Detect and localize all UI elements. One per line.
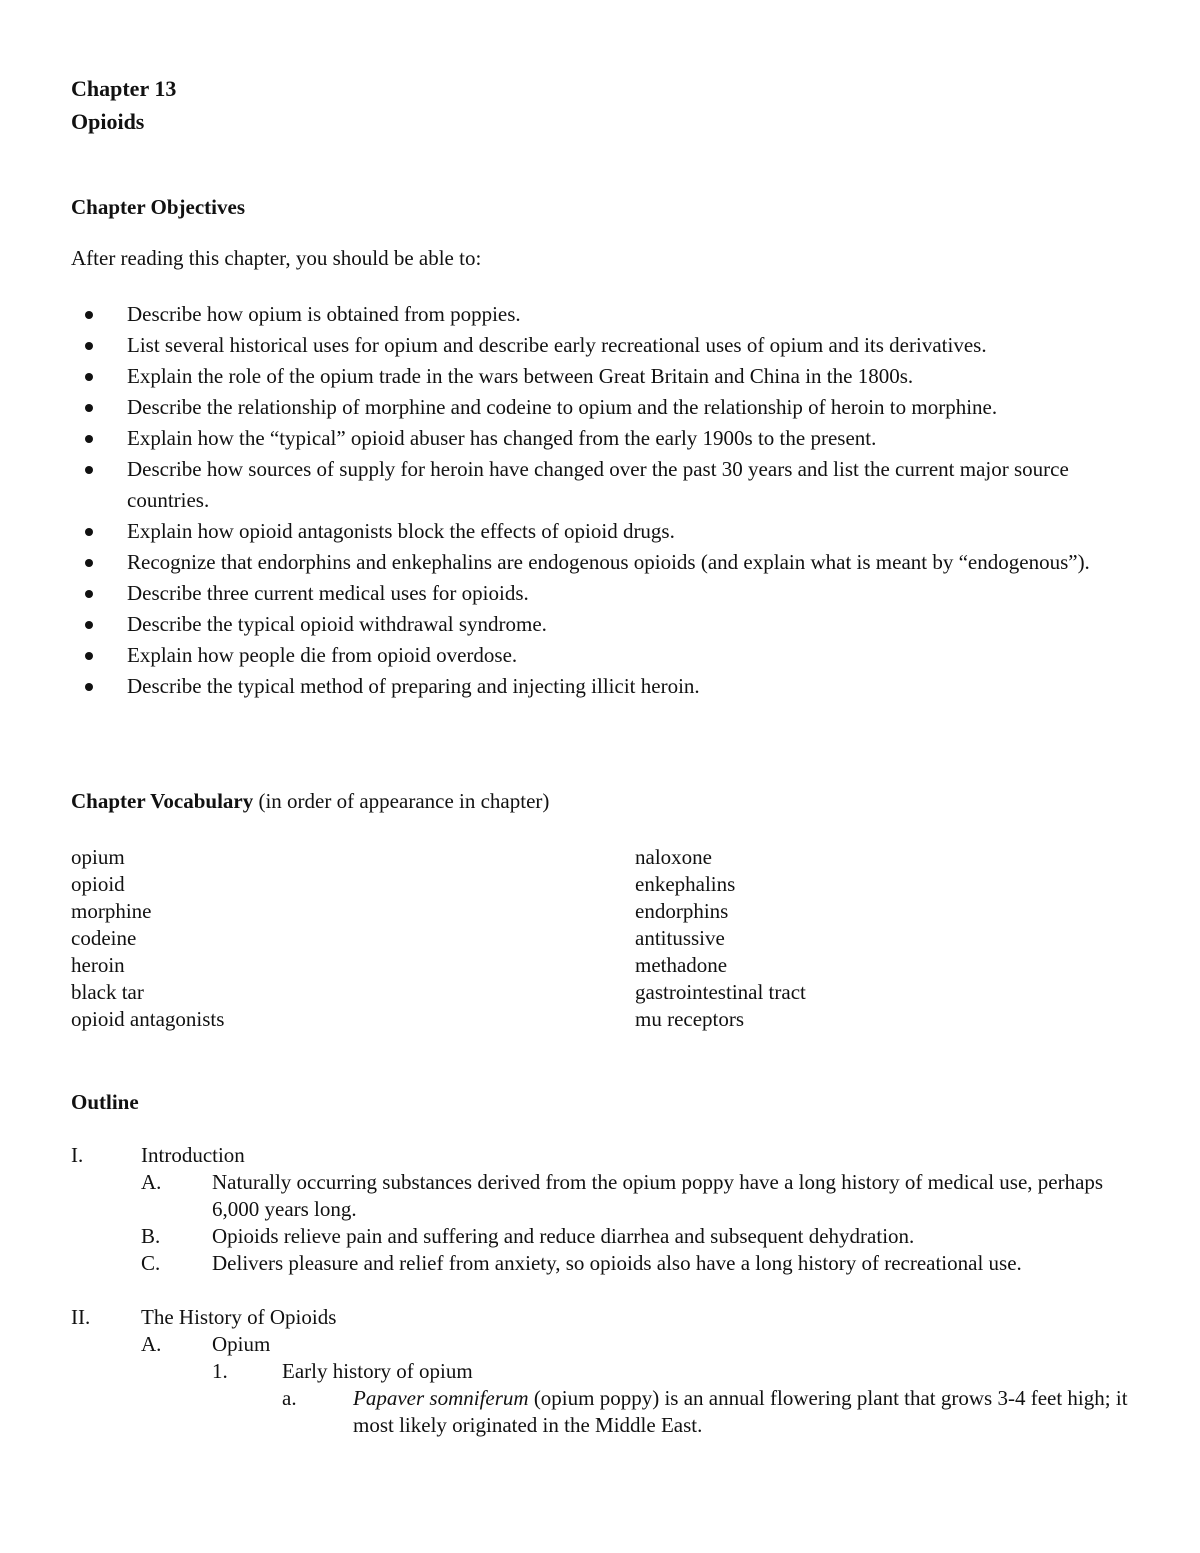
bullet-icon: [85, 404, 93, 412]
list-item: Explain how the “typical” opioid abuser has changed from the early 1900s to the present.: [71, 423, 1130, 454]
outline-title: Introduction: [141, 1143, 245, 1167]
outline-heading: Outline: [71, 1090, 139, 1114]
bullet-icon: [85, 683, 93, 691]
vocab-term: gastrointestinal tract: [635, 980, 806, 1004]
objectives-intro: After reading this chapter, you should be able to:: [71, 246, 482, 270]
list-item: Describe the typical method of preparing and injecting illicit heroin.: [71, 671, 1130, 702]
vocab-term: enkephalins: [635, 872, 736, 896]
outline-row: [71, 1331, 1130, 1358]
bullet-icon: [85, 621, 93, 629]
outline-row: [71, 1142, 1130, 1169]
vocab-term: endorphins: [635, 899, 729, 923]
list-item: Describe how opium is obtained from poppies.: [71, 299, 1130, 330]
list-item: Describe how sources of supply for heroin have changed over the past 30 years and list the current major source countries.: [71, 454, 1130, 516]
vocab-term: morphine: [71, 899, 152, 923]
vocab-term: methadone: [635, 953, 728, 977]
outline-marker: B.: [141, 1224, 161, 1248]
outline-marker: C.: [141, 1251, 161, 1275]
outline-marker: A.: [141, 1170, 162, 1194]
vocab-term: mu receptors: [635, 1007, 745, 1031]
bullet-icon: [85, 342, 93, 350]
vocabulary-right-column: [635, 844, 806, 1033]
outline-section-1: [71, 1142, 1130, 1277]
outline-row: [71, 1250, 1130, 1277]
bullet-icon: [85, 590, 93, 598]
bullet-icon: [85, 373, 93, 381]
outline-text: Papaver somniferum (opium poppy) is an annual flowering plant that grows 3-4 feet high; it most likely originated in the Middle East.: [353, 1386, 1128, 1437]
vocabulary-left-column: [71, 844, 224, 1033]
outline-text: Opioids relieve pain and suffering and reduce diarrhea and subsequent dehydration.: [212, 1224, 915, 1248]
outline-marker: a.: [282, 1386, 297, 1410]
vocab-term: antitussive: [635, 926, 725, 950]
outline-marker: A.: [141, 1332, 162, 1356]
chapter-title: Opioids: [71, 109, 145, 134]
outline-row: [71, 1169, 1130, 1223]
vocab-term: opioid antagonists: [71, 1007, 225, 1031]
outline-text: Naturally occurring substances derived from the opium poppy have a long history of medical use, perhaps 6,000 years long.: [212, 1170, 1104, 1221]
list-item: Recognize that endorphins and enkephalins are endogenous opioids (and explain what is meant by “endogenous”).: [71, 547, 1130, 578]
objectives-heading: Chapter Objectives: [71, 195, 245, 219]
outline-row: [71, 1304, 1130, 1331]
bullet-icon: [85, 311, 93, 319]
outline-subtitle: Opium: [212, 1332, 271, 1356]
list-item: Describe the typical opioid withdrawal syndrome.: [71, 609, 1130, 640]
list-item: List several historical uses for opium and describe early recreational uses of opium and its derivatives.: [71, 330, 1130, 361]
outline-row: [71, 1223, 1130, 1250]
vocab-term: naloxone: [635, 845, 712, 869]
outline-row: [71, 1358, 1130, 1385]
objectives-list: [71, 299, 1130, 702]
vocab-term: opium: [71, 845, 125, 869]
bullet-icon: [85, 466, 93, 474]
outline-title: The History of Opioids: [141, 1305, 337, 1329]
vocab-term: opioid: [71, 872, 125, 896]
list-item: Explain how people die from opioid overdose.: [71, 640, 1130, 671]
species-name: Papaver somniferum: [353, 1386, 529, 1410]
vocab-term: codeine: [71, 926, 137, 950]
chapter-number: Chapter 13: [71, 76, 177, 101]
vocab-term: heroin: [71, 953, 125, 977]
outline-marker: I.: [71, 1143, 84, 1167]
vocabulary-note: (in order of appearance in chapter): [258, 789, 550, 813]
list-item: Explain how opioid antagonists block the effects of opioid drugs.: [71, 516, 1130, 547]
vocabulary-table: [71, 844, 1130, 1044]
outline-text: Delivers pleasure and relief from anxiety, so opioids also have a long history of recreational use.: [212, 1251, 1022, 1275]
outline-marker: 1.: [212, 1359, 228, 1383]
bullet-icon: [85, 652, 93, 660]
outline-row: [71, 1385, 1130, 1439]
outline-subtitle: Early history of opium: [282, 1359, 473, 1383]
list-item: Describe the relationship of morphine and codeine to opium and the relationship of heroin to morphine.: [71, 392, 1130, 423]
outline-marker: II.: [71, 1305, 91, 1329]
vocab-term: black tar: [71, 980, 144, 1004]
chapter-header: [71, 72, 1130, 138]
bullet-icon: [85, 435, 93, 443]
bullet-icon: [85, 559, 93, 567]
bullet-icon: [85, 528, 93, 536]
vocabulary-heading: Chapter Vocabulary (in order of appearance in chapter): [71, 789, 550, 813]
outline-section-2: [71, 1304, 1130, 1439]
list-item: Describe three current medical uses for opioids.: [71, 578, 1130, 609]
list-item: Explain the role of the opium trade in the wars between Great Britain and China in the 1800s.: [71, 361, 1130, 392]
